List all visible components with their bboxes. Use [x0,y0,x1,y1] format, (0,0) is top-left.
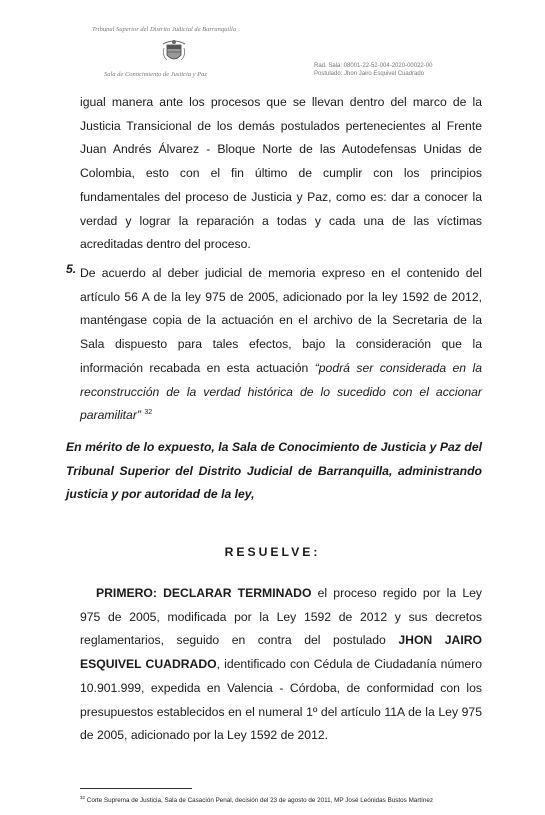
footnote-divider [80,788,192,789]
paragraph-item-5 [80,262,482,428]
paragraph-intro: igual manera ante los procesos que se llevan dentro del marco de la Justicia Transicional de los demás postulados pertenecientes al Frente Juan Andrés Álvarez - Bloque Norte de las Autodefensas Unidas de Colombia, esto con el fin último de cumplir con los principios fundamentales del proceso de Justicia y Paz, como es: dar a conocer la verdad y lograr la reparación a todas y cada una de las víctimas acreditadas dentro del proceso. [80,95,482,252]
footnote-number: 32 [80,794,86,800]
footnote-text: Corte Suprema de Justicia, Sala de Casación Penal, decisión del 23 de agosto de 2011, MP José Leónidas Bustos Martínez [85,797,434,804]
footnote-reference: 32 [144,409,153,417]
case-postulado: Postulado: Jhon Jairo Esquivel Cuadrado [314,71,425,77]
footnote [80,796,485,805]
header-sala-name: Sala de Conocimiento de Justicia y Paz [104,71,207,78]
resuelve-heading: RESUELVE: [224,545,321,559]
header-court-name: Tribunal Superior del Distrito Judicial de Barranquilla [92,26,237,33]
case-number: Rad. Sala: 08001-22-52-004-2020-00022-00 [314,63,433,69]
header-case-reference [314,62,432,78]
primero-text-2: , identificado con Cédula de Ciudadanía número 10.901.999, expedida en Valencia - Córdoba, de conformidad con los presupuestos establecidos en el numeral 1º del artículo 11A de la Ley 975 de 2005, adicionado por la Ley 1592 de 2012. [80,657,482,743]
item-number: 5. [66,262,77,276]
item-5-quote: “podrá ser considerada en la reconstrucción de la verdad histórica de lo sucedido con el accionar paramilitar” [80,360,482,423]
primero-text-1: el proceso regido por la Ley 975 de 2005, modificada por la Ley 1592 de 2012 y sus decretos reglamentarios, seguido en contra del postulado [80,586,482,648]
paragraph-primero [80,582,482,748]
item-5-text: De acuerdo al deber judicial de memoria expreso en el contenido del artículo 56 A de la ley 975 de 2005, adicionado por la ley 1592 de 2012, manténgase copia de la actuación en el archivo de la Secretaria de la Sala dispuesto para tales efectos, bajo la consideración que la información recabada en esta actuación [80,266,482,375]
primero-lead: PRIMERO: DECLARAR TERMINADO [96,586,312,600]
colombia-coat-of-arms-icon [161,38,187,66]
postulado-name: JHON JAIRO ESQUIVEL CUADRADO [80,633,482,672]
paragraph-merito: En mérito de lo expuesto, la Sala de Conocimiento de Justicia y Paz del Tribunal Superior del Distrito Judicial de Barranquilla, administrando justicia y por autoridad de la ley, [66,440,482,502]
